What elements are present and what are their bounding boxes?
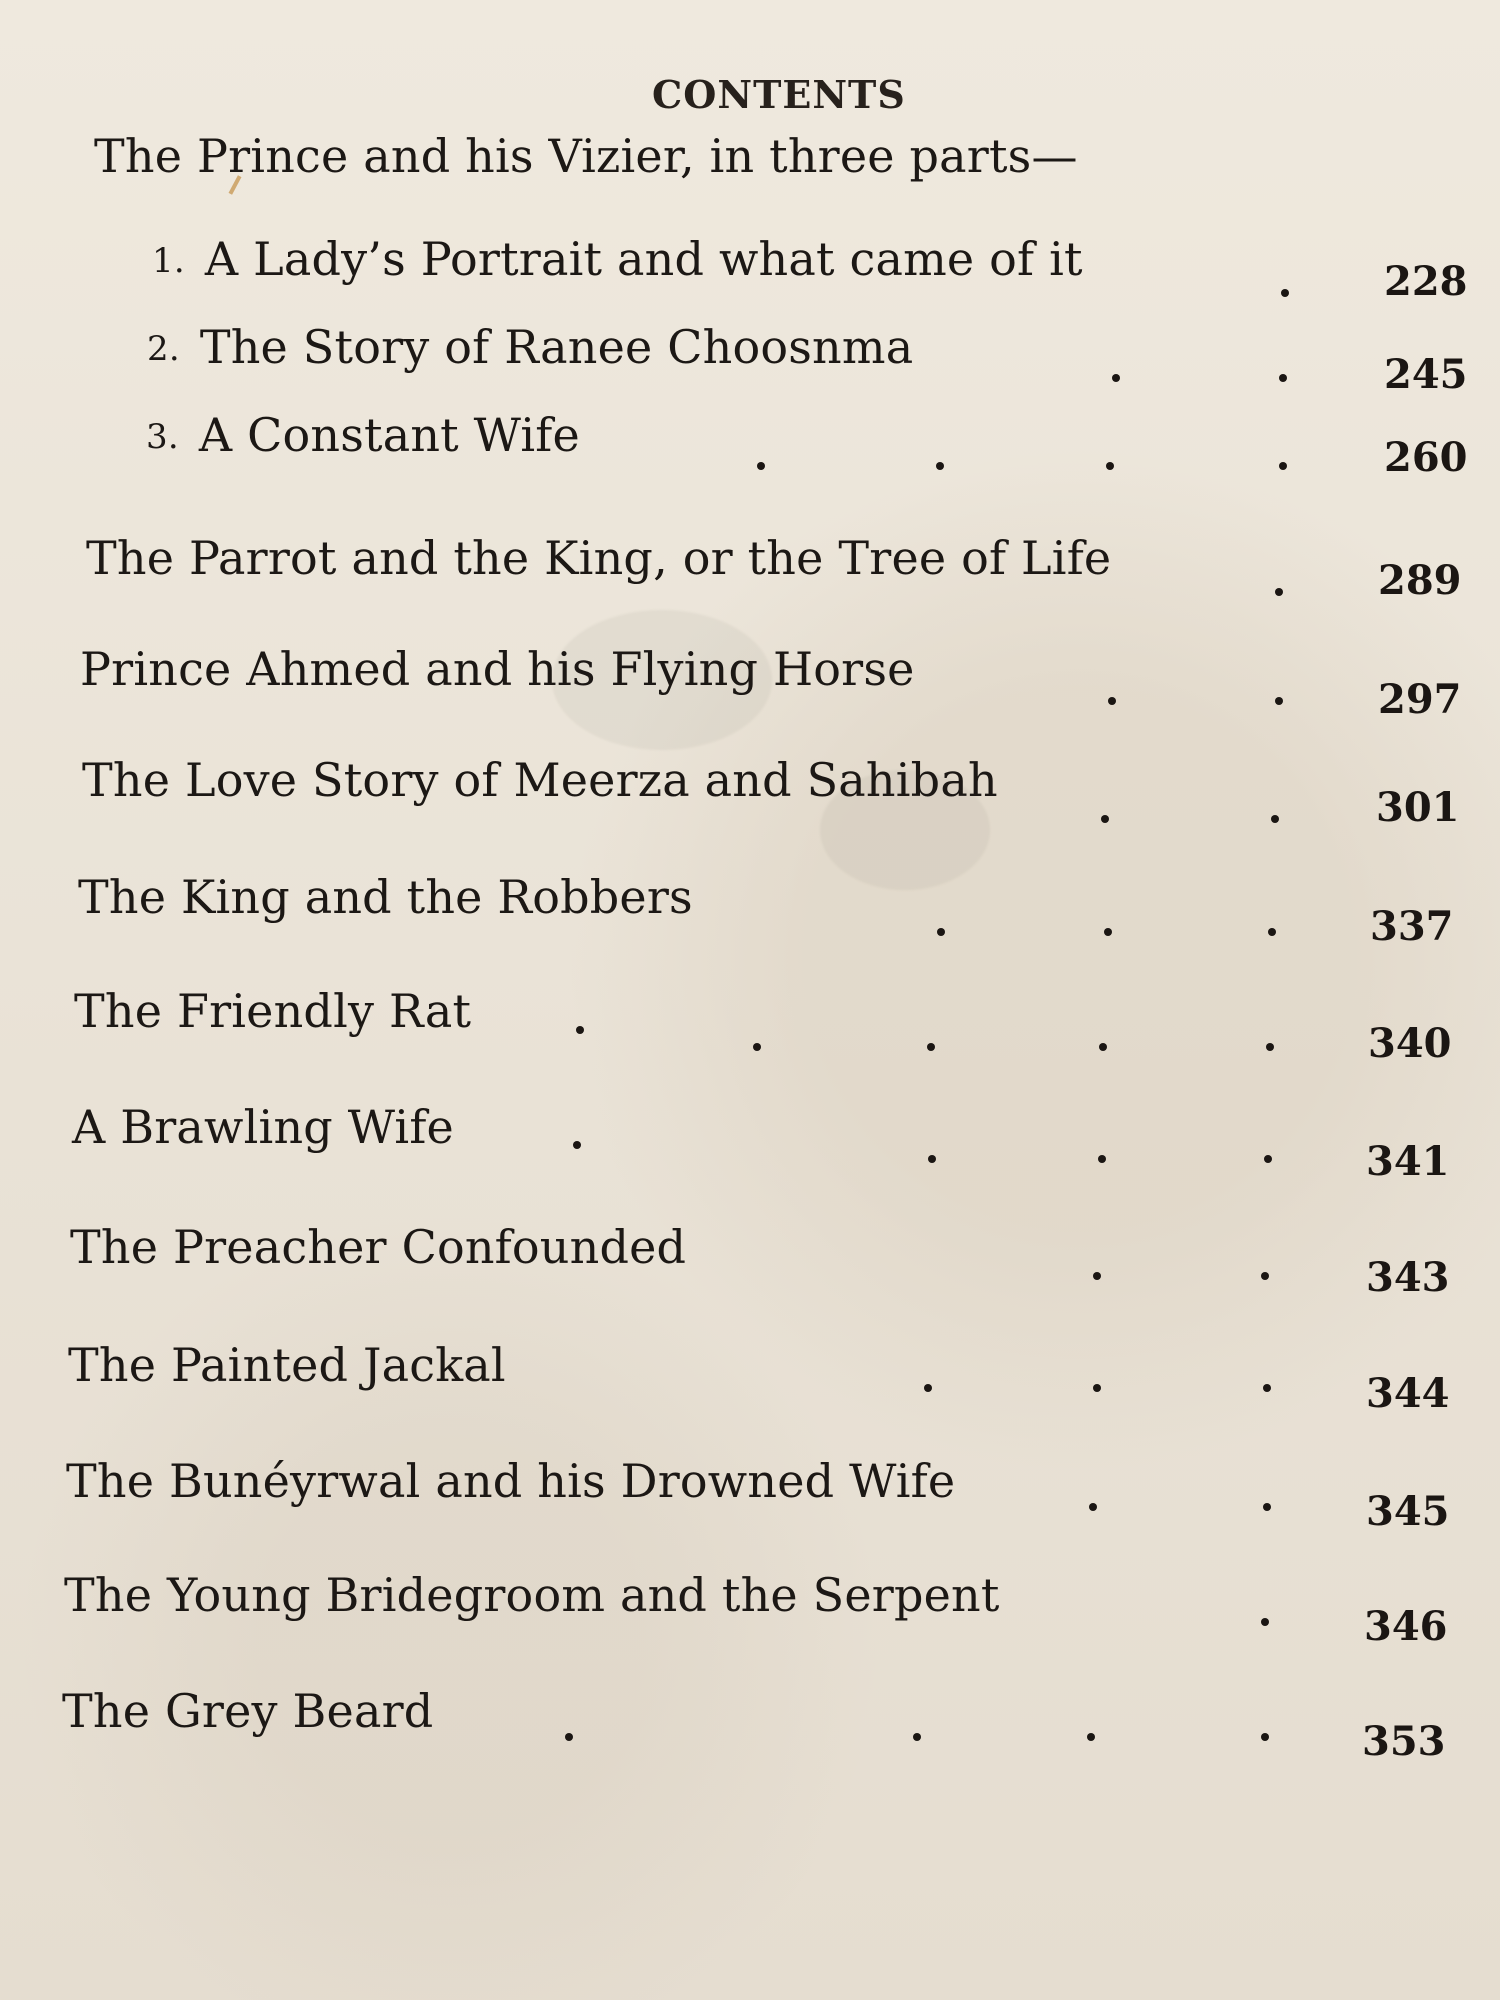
entry-page-number: 297 [1378, 676, 1462, 723]
leader-dot [936, 462, 944, 470]
leader-dot [1279, 462, 1287, 470]
leader-dot [937, 928, 945, 936]
leader-dot [573, 1141, 581, 1149]
leader-dot [753, 1043, 761, 1051]
leader-dot [1263, 1384, 1271, 1392]
entry-title: A Lady’s Portrait and what came of it [204, 232, 1083, 286]
entry-title: The Love Story of Meerza and Sahibah [82, 753, 998, 807]
entry-page-number: 301 [1376, 784, 1460, 831]
entry-parrot-and-king [86, 531, 1112, 585]
leader-dot [1089, 1503, 1097, 1511]
leader-dot [1261, 1618, 1269, 1626]
entry-page-number: 343 [1366, 1254, 1450, 1301]
leader-dot [1263, 1503, 1271, 1511]
leader-dot [757, 462, 765, 470]
entry-page-number: 245 [1384, 351, 1468, 398]
page-title: CONTENTS [652, 72, 906, 117]
entry-page-number: 337 [1370, 903, 1454, 950]
leader-dot [913, 1733, 921, 1741]
leader-dot [1275, 697, 1283, 705]
entry-title: The Story of Ranee Choosnma [199, 320, 914, 374]
entry-page-number: 340 [1368, 1020, 1452, 1067]
entry-prince-ahmed [80, 642, 915, 696]
leader-dot [1268, 928, 1276, 936]
leader-dot [924, 1384, 932, 1392]
entry-page-number: 289 [1378, 557, 1462, 604]
entry-title: The Young Bridegroom and the Serpent [64, 1568, 1000, 1622]
leader-dot [1093, 1272, 1101, 1280]
entry-title: The Parrot and the King, or the Tree of Life [86, 531, 1112, 585]
entry-painted-jackal [68, 1338, 506, 1392]
leader-dot [1106, 462, 1114, 470]
entry-page-number: 260 [1384, 434, 1468, 481]
leader-dot [1093, 1384, 1101, 1392]
entry-title: A Constant Wife [198, 408, 580, 462]
leader-dot [1279, 374, 1287, 382]
leader-dot [1281, 289, 1289, 297]
leader-dot [565, 1733, 573, 1741]
entry-page-number: 344 [1366, 1370, 1450, 1417]
entry-page-number: 346 [1364, 1603, 1448, 1650]
entry-meerza-sahibah [82, 753, 998, 807]
entry-page-number: 341 [1366, 1138, 1450, 1185]
leader-dot [576, 1026, 584, 1034]
entry-title: The Preacher Confounded [70, 1220, 687, 1274]
entry-page-number: 228 [1384, 258, 1468, 305]
entry-preacher-confounded [70, 1220, 687, 1274]
entry-brawling-wife [72, 1100, 454, 1154]
leader-dot [1104, 928, 1112, 936]
leader-dot [1112, 374, 1120, 382]
entry-number: 2. [147, 329, 180, 369]
leader-dot [1108, 697, 1116, 705]
entry-king-and-robbers [78, 870, 693, 924]
entry-grey-beard [62, 1684, 434, 1738]
entry-number: 1. [152, 241, 185, 281]
entry-constant-wife [146, 408, 580, 462]
entry-page-number: 345 [1366, 1488, 1450, 1535]
leader-dot [1087, 1733, 1095, 1741]
entry-title: The King and the Robbers [78, 870, 693, 924]
leader-dot [1271, 815, 1279, 823]
leader-dot [1266, 1043, 1274, 1051]
leader-dot [1101, 815, 1109, 823]
entry-young-bridegroom [64, 1568, 1000, 1622]
entry-friendly-rat [74, 984, 472, 1038]
leader-dot [1261, 1733, 1269, 1741]
leader-dot [927, 1043, 935, 1051]
entry-number: 3. [146, 417, 179, 457]
leader-dot [1099, 1043, 1107, 1051]
entry-prince-and-vizier [94, 129, 1078, 183]
entry-title: The Friendly Rat [74, 984, 472, 1038]
entry-title: The Bunéyrwal and his Drowned Wife [66, 1454, 956, 1508]
entry-page-number: 353 [1362, 1718, 1446, 1765]
entry-title: The Grey Beard [62, 1684, 434, 1738]
entry-buneyrwal [66, 1454, 956, 1508]
leader-dot [1261, 1272, 1269, 1280]
leader-dot [1264, 1155, 1272, 1163]
entry-title: Prince Ahmed and his Flying Horse [80, 642, 915, 696]
leader-dot [1098, 1155, 1106, 1163]
entry-ranee-choosnma [147, 320, 914, 374]
entry-title: A Brawling Wife [72, 1100, 454, 1154]
entry-ladys-portrait [152, 232, 1083, 286]
entry-title: The Prince and his Vizier, in three parts— [94, 129, 1078, 183]
entry-title: The Painted Jackal [68, 1338, 506, 1392]
leader-dot [1275, 588, 1283, 596]
leader-dot [928, 1155, 936, 1163]
